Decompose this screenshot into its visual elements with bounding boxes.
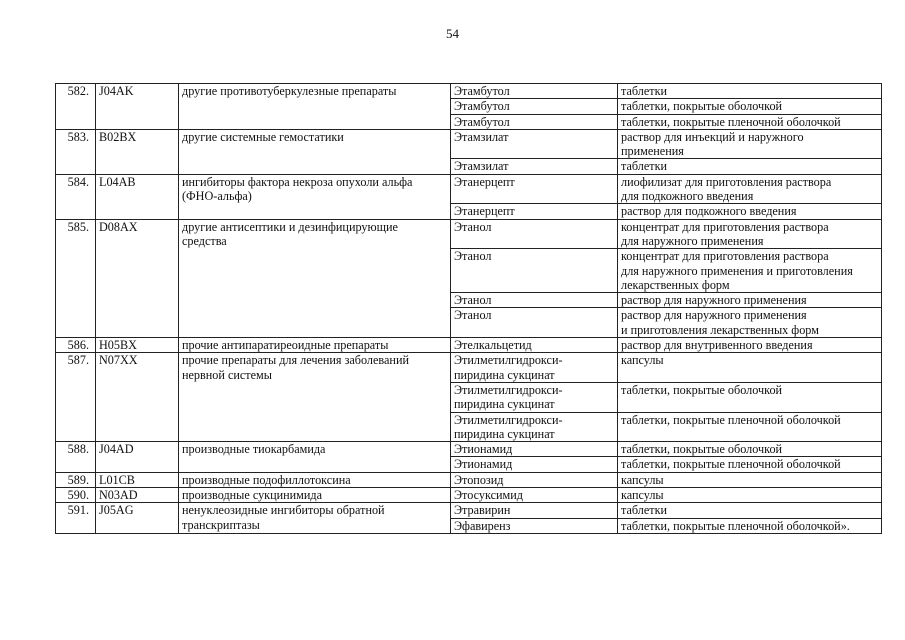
dosage-form: капсулы (618, 488, 882, 503)
table-row (56, 488, 882, 503)
row-number: 587. (56, 353, 96, 442)
drug-name: Этосуксимид (451, 488, 618, 503)
drug-name: Этамбутол (451, 99, 618, 114)
pharmacological-group: ингибиторы фактора некроза опухоли альфа (ФНО-альфа) (179, 174, 451, 219)
dosage-form: таблетки (618, 84, 882, 99)
drug-name: Этилметилгидрокси- пиридина сукцинат (451, 412, 618, 442)
drug-name: Этанол (451, 249, 618, 293)
row-number: 584. (56, 174, 96, 219)
dosage-form: таблетки, покрытые оболочкой (618, 99, 882, 114)
row-number: 586. (56, 338, 96, 353)
row-number: 583. (56, 129, 96, 174)
drug-name: Эфавиренз (451, 518, 618, 533)
dosage-form: раствор для подкожного введения (618, 204, 882, 219)
atc-code: J04AK (96, 84, 179, 130)
drug-name: Этилметилгидрокси- пиридина сукцинат (451, 353, 618, 383)
page-number: 54 (446, 26, 459, 41)
drug-name: Этелкальцетид (451, 338, 618, 353)
table-row (56, 219, 882, 249)
drug-name: Этанол (451, 219, 618, 249)
dosage-form: таблетки, покрытые пленочной оболочкой (618, 457, 882, 472)
row-number: 582. (56, 84, 96, 130)
drug-name: Этанерцепт (451, 204, 618, 219)
row-number: 590. (56, 488, 96, 503)
table-body (56, 84, 882, 534)
atc-code: N07XX (96, 353, 179, 442)
dosage-form: капсулы (618, 353, 882, 383)
row-number: 585. (56, 219, 96, 337)
table-row (56, 503, 882, 518)
table-row (56, 129, 882, 159)
atc-code: N03AD (96, 488, 179, 503)
dosage-form: раствор для наружного применения и приготовления лекарственных форм (618, 308, 882, 338)
table-row (56, 353, 882, 383)
atc-code: H05BX (96, 338, 179, 353)
dosage-form: раствор для внутривенного введения (618, 338, 882, 353)
dosage-form: таблетки, покрытые пленочной оболочкой». (618, 518, 882, 533)
drug-name: Этамбутол (451, 84, 618, 99)
atc-code: D08AX (96, 219, 179, 337)
dosage-form: таблетки, покрытые пленочной оболочкой (618, 114, 882, 129)
table-row (56, 174, 882, 204)
pharmacological-group: другие антисептики и дезинфицирующие средства (179, 219, 451, 337)
dosage-form: таблетки (618, 503, 882, 518)
drug-name: Этопозид (451, 472, 618, 487)
atc-code: J04AD (96, 442, 179, 473)
dosage-form: раствор для наружного применения (618, 293, 882, 308)
drug-list-table (55, 83, 882, 534)
atc-code: J05AG (96, 503, 179, 534)
drug-name: Этамзилат (451, 159, 618, 174)
table-row (56, 338, 882, 353)
pharmacological-group: производные подофиллотоксина (179, 472, 451, 487)
pharmacological-group: прочие антипаратиреоидные препараты (179, 338, 451, 353)
dosage-form: концентрат для приготовления раствора для наружного применения и приготовления лекарственных форм (618, 249, 882, 293)
pharmacological-group: ненуклеозидные ингибиторы обратной транскриптазы (179, 503, 451, 534)
pharmacological-group: производные тиокарбамида (179, 442, 451, 473)
pharmacological-group: производные сукцинимида (179, 488, 451, 503)
dosage-form: лиофилизат для приготовления раствора для подкожного введения (618, 174, 882, 204)
atc-code: L04AB (96, 174, 179, 219)
table-row (56, 472, 882, 487)
dosage-form: раствор для инъекций и наружного применения (618, 129, 882, 159)
dosage-form: таблетки, покрытые оболочкой (618, 442, 882, 457)
dosage-form: концентрат для приготовления раствора для наружного применения (618, 219, 882, 249)
drug-name: Этамбутол (451, 114, 618, 129)
drug-name: Этравирин (451, 503, 618, 518)
pharmacological-group: прочие препараты для лечения заболеваний нервной системы (179, 353, 451, 442)
dosage-form: капсулы (618, 472, 882, 487)
atc-code: B02BX (96, 129, 179, 174)
drug-name: Этамзилат (451, 129, 618, 159)
pharmacological-group: другие системные гемостатики (179, 129, 451, 174)
drug-name: Этанол (451, 308, 618, 338)
drug-name: Этилметилгидрокси- пиридина сукцинат (451, 382, 618, 412)
drug-name: Этанол (451, 293, 618, 308)
table-row (56, 84, 882, 99)
dosage-form: таблетки, покрытые пленочной оболочкой (618, 412, 882, 442)
row-number: 591. (56, 503, 96, 534)
drug-name: Этионамид (451, 457, 618, 472)
atc-code: L01CB (96, 472, 179, 487)
drug-name: Этионамид (451, 442, 618, 457)
drug-name: Этанерцепт (451, 174, 618, 204)
row-number: 589. (56, 472, 96, 487)
dosage-form: таблетки (618, 159, 882, 174)
pharmacological-group: другие противотуберкулезные препараты (179, 84, 451, 130)
dosage-form: таблетки, покрытые оболочкой (618, 382, 882, 412)
row-number: 588. (56, 442, 96, 473)
table-row (56, 442, 882, 457)
